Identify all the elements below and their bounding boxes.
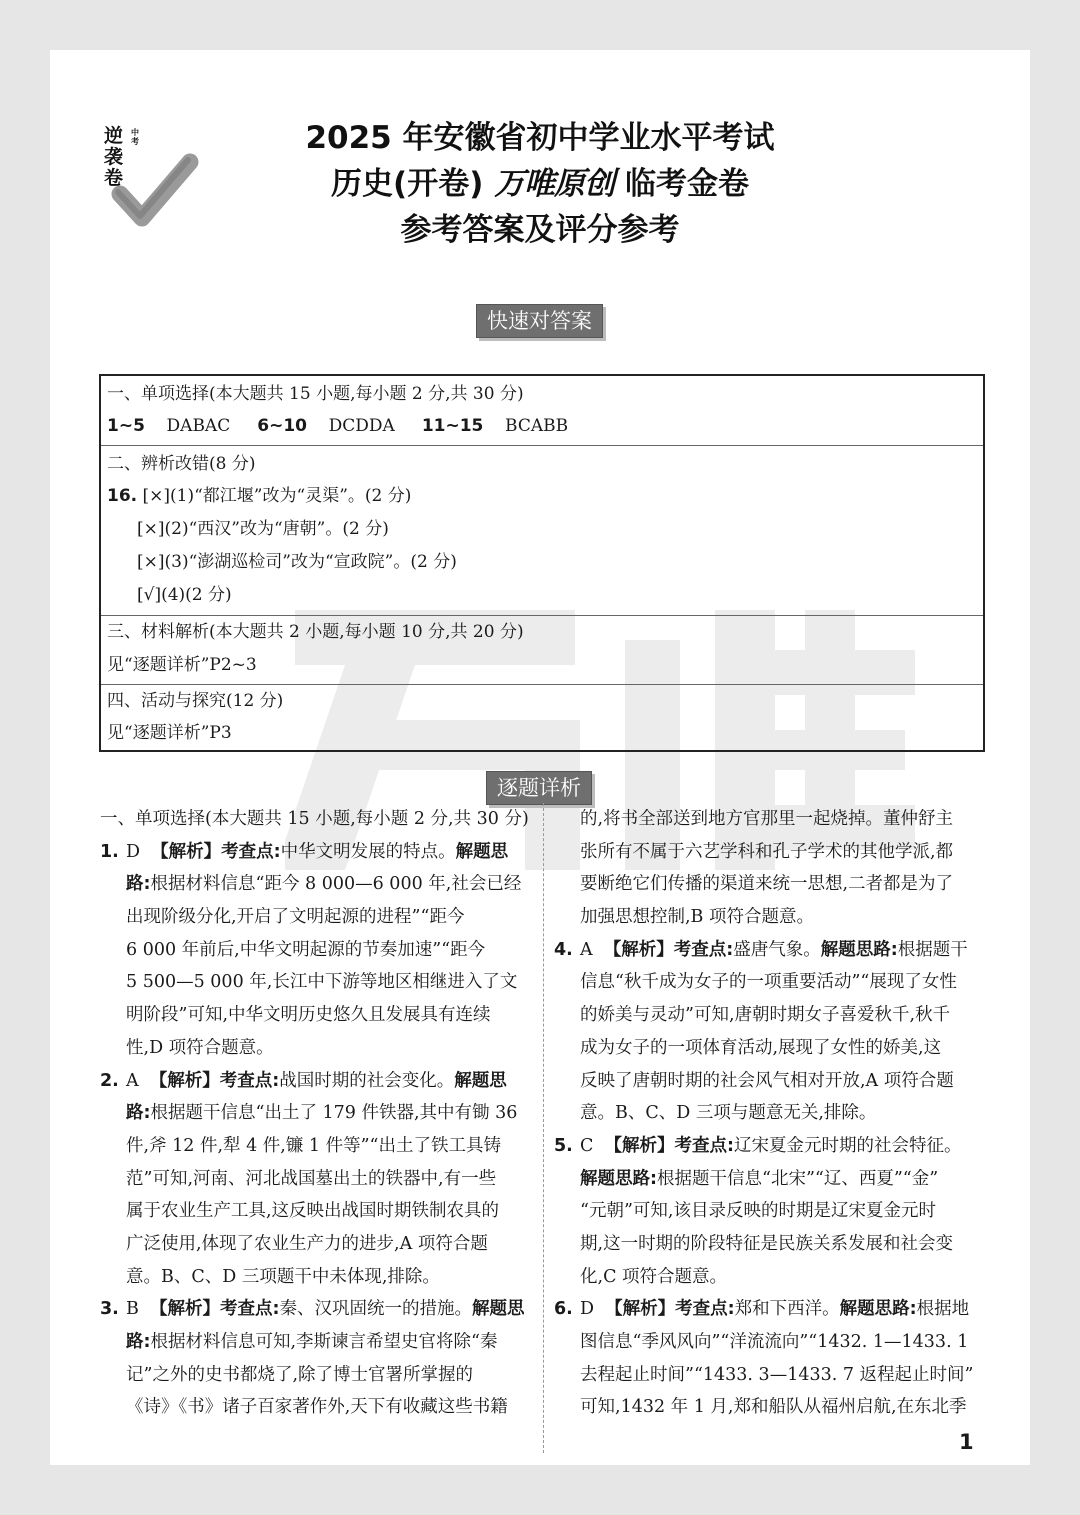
q1-line: 6 000 年前后,中华文明起源的节奏加速”“距今 [126, 939, 486, 960]
answer-group-value: DCDDA [328, 416, 395, 436]
answer-section-4 [101, 684, 983, 750]
answer-table [99, 374, 985, 752]
answer-section-3 [101, 615, 983, 685]
q4-line: 反映了唐朝时期的社会风气相对开放,A 项符合题 [580, 1070, 954, 1091]
detail-right-column [554, 803, 986, 1424]
detail-section-title: 一、单项选择(本大题共 15 小题,每小题 2 分,共 30 分) [100, 809, 529, 829]
q2-line: 属于农业生产工具,这反映出战国时期铁制农具的 [126, 1201, 500, 1222]
q6-line: 去程起止时间”“1433. 3—1433. 7 返程起止时间” [580, 1364, 974, 1385]
title-series: 临考金卷 [624, 166, 749, 202]
page-number: 1 [959, 1430, 974, 1454]
q4-line: 4. A 【解析】考查点:盛唐气象。解题思路:根据题干 [554, 939, 968, 960]
q1-line: 路:根据材料信息“距今 8 000—6 000 年,社会已经 [126, 874, 522, 895]
q1-line: 1. D 【解析】考查点:中华文明发展的特点。解题思 [100, 841, 509, 862]
section-2-title: 二、辨析改错(8 分) [107, 454, 256, 474]
q1-line: 5 500—5 000 年,长江中下游等地区相继进入了文 [126, 972, 518, 993]
answer-group-value: DABAC [166, 416, 231, 436]
watermark-text: 万唯 [285, 610, 287, 611]
answer-group-key: 11~15 [421, 416, 484, 436]
q4-line: 成为女子的一项体育活动,展现了女性的娇美,这 [580, 1037, 942, 1058]
q3-continued-line: 加强思想控制,B 项符合题意。 [580, 907, 814, 928]
q3-continued-line: 要断绝它们传播的渠道来统一思想,二者都是为了 [580, 874, 954, 895]
q3-continued-line: 的,将书全部送到地方官那里一起烧掉。董仲舒主 [580, 809, 954, 829]
question-number: 16. [107, 486, 138, 506]
section-3-ref: 见“逐题详析”P2~3 [107, 655, 257, 675]
q3-continued-line: 张所有不属于六艺学科和孔子学术的其他学派,都 [580, 841, 954, 862]
q2-line: 路:根据题干信息“出土了 179 件铁器,其中有锄 36 [126, 1103, 518, 1124]
q1-line: 明阶段”可知,中华文明历史悠久且发展具有连续 [126, 1005, 491, 1026]
q3-line: 《诗》《书》诸子百家著作外,天下有收藏这些书籍 [126, 1397, 508, 1418]
answer-group-value: BCABB [505, 416, 569, 436]
answer-section-1 [101, 376, 983, 446]
q5-line: 5. C 【解析】考查点:辽宋夏金元时期的社会特征。 [554, 1135, 962, 1156]
q4-line: 的娇美与灵动”可知,唐朝时期女子喜爱秋千,秋千 [580, 1005, 951, 1026]
section-3-title: 三、材料解析(本大题共 2 小题,每小题 10 分,共 20 分) [107, 622, 524, 642]
title-line-1: 2025 年安徽省初中学业水平考试 [305, 120, 775, 156]
answer-group-key: 6~10 [257, 416, 307, 436]
q5-line: “元朝”可知,该目录反映的时期是辽宋夏金元时 [580, 1201, 936, 1222]
detail-left-column [100, 803, 532, 1424]
section-4-ref: 见“逐题详析”P3 [107, 723, 232, 743]
q3-line: 记”之外的史书都烧了,除了博士官署所掌握的 [126, 1364, 474, 1385]
q2-line: 2. A 【解析】考查点:战国时期的社会变化。解题思 [100, 1070, 507, 1091]
q4-line: 意。B、C、D 三项与题意无关,排除。 [580, 1103, 877, 1124]
section-1-answers [107, 415, 568, 437]
answer-group-key: 1~5 [107, 416, 145, 436]
title-brand: 万唯原创 [494, 166, 615, 202]
q2-line: 件,斧 12 件,犁 4 件,镰 1 件等”“出土了铁工具铸 [126, 1135, 501, 1156]
q2-line: 广泛使用,体现了农业生产力的进步,A 项符合题 [126, 1233, 488, 1254]
answer-section-2 [101, 445, 983, 616]
title-line-2 [50, 158, 1030, 203]
q5-line: 化,C 项符合题意。 [580, 1266, 728, 1287]
quick-answer-header: 快速对答案 [476, 304, 603, 338]
q6-line: 6. D 【解析】考查点:郑和下西洋。解题思路:根据地 [554, 1299, 970, 1320]
logo-text: 逆袭卷 [104, 125, 124, 189]
correction-text: [×](1)“都江堰”改为“灵渠”。(2 分) [142, 486, 412, 506]
q3-line: 3. B 【解析】考查点:秦、汉巩固统一的措施。解题思 [100, 1299, 525, 1320]
column-divider [543, 803, 544, 1453]
q6-line: 图信息“季风风向”“洋流流向”“1432. 1—1433. 1 [580, 1332, 969, 1352]
section-2-item-4: [√](4)(2 分) [137, 585, 232, 605]
q4-line: 信息“秋千成为女子的一项重要活动”“展现了女性 [580, 972, 957, 993]
answer-sheet-page [50, 50, 1030, 1465]
section-1-title: 一、单项选择(本大题共 15 小题,每小题 2 分,共 30 分) [107, 384, 524, 404]
q2-line: 意。B、C、D 三项题干中未体现,排除。 [126, 1266, 440, 1287]
q5-line: 解题思路:根据题干信息“北宋”“辽、西夏”“金” [580, 1168, 939, 1189]
section-4-title: 四、活动与探究(12 分) [107, 691, 284, 711]
section-2-item-3: [×](3)“澎湖巡检司”改为“宣政院”。(2 分) [137, 552, 457, 572]
title-line-3: 参考答案及评分参考 [400, 212, 680, 248]
section-2-item-1 [107, 485, 411, 507]
detail-header: 逐题详析 [486, 771, 592, 805]
q3-line: 路:根据材料信息可知,李斯谏言希望史官将除“秦 [126, 1332, 498, 1352]
section-2-item-2: [×](2)“西汉”改为“唐朝”。(2 分) [137, 519, 389, 539]
q1-line: 性,D 项符合题意。 [126, 1037, 274, 1058]
q1-line: 出现阶级分化,开启了文明起源的进程”“距今 [126, 907, 465, 928]
q2-line: 范”可知,河南、河北战国墓出土的铁器中,有一些 [126, 1168, 497, 1189]
logo-small-text: 中考 [131, 128, 139, 146]
q5-line: 期,这一时期的阶段特征是民族关系发展和社会变 [580, 1233, 954, 1254]
title-subject: 历史(开卷) [331, 166, 484, 202]
q6-line: 可知,1432 年 1 月,郑和船队从福州启航,在东北季 [580, 1397, 967, 1418]
